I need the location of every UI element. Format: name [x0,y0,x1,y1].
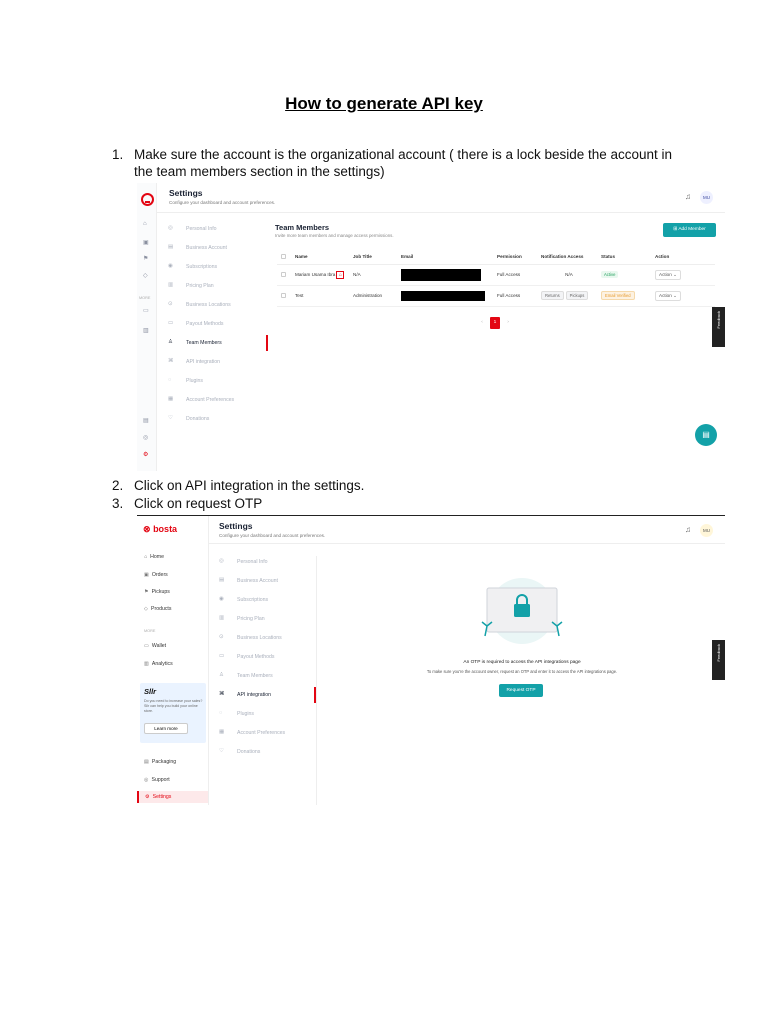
api-icon: ⌘ [168,358,174,364]
sidebar-label: Wallet [151,643,167,649]
sidebar-label: Orders [151,572,168,578]
notif-badge: Returns [541,291,564,300]
nav-label: Team Members [186,340,222,346]
payout-icon: ▭ [168,320,174,326]
checkbox[interactable] [281,272,286,277]
subscriptions-icon: ◉ [219,596,224,602]
settings-nav [213,556,317,805]
table-header-row [277,250,715,264]
nav-api-integration[interactable] [213,689,316,701]
more-label: MORE [144,629,156,633]
table-row [277,285,715,306]
brand-logo[interactable] [143,524,177,535]
add-member-button[interactable] [663,223,716,237]
screenshot-team-members [137,183,725,471]
add-member-label: Add Member [678,227,706,232]
member-name: Mariam Usama Ibra [295,271,336,277]
nav-label: API integration [186,359,221,365]
step-3 [112,495,692,512]
panel-title: Team Members [275,223,330,232]
plugins-icon: ◌ [168,377,172,383]
nav-subscriptions[interactable] [162,261,268,273]
nav-donations[interactable] [213,746,316,758]
sidebar-item-orders[interactable] [144,572,168,578]
notif-badge: Pickups [566,291,589,300]
analytics-icon[interactable]: ▥ [143,328,149,334]
page-subtitle: Configure your dashboard and account preferences. [219,533,326,538]
feedback-label: Feedback [716,311,721,329]
step-number: 3. [112,496,124,511]
cell-action [651,285,715,306]
chat-icon[interactable]: ▤ [695,424,717,446]
redacted-email [401,291,485,301]
cell-notification [537,285,597,306]
pricing-plan-icon: ▥ [168,282,174,288]
col-email: Email [397,250,493,264]
wallet-icon[interactable]: ▭ [143,308,149,314]
nav-label: Personal Info [186,226,217,232]
bosta-logo-icon: ⊗ [143,524,151,534]
sidebar-item-settings[interactable] [137,791,208,803]
bosta-logo-icon[interactable] [141,193,154,206]
add-member-icon: ⊞ [673,227,679,232]
cell-name: Test [291,285,349,306]
bell-icon[interactable]: ♫ [685,525,691,534]
wallet-icon: ▭ [144,643,149,649]
page-1-button[interactable]: 1 [490,317,500,329]
nav-team-members[interactable] [162,337,268,349]
location-icon: ⊙ [219,634,224,640]
checkbox[interactable] [281,254,286,259]
lock-icon: ⌂ [336,271,344,279]
nav-personal-info[interactable] [162,223,268,235]
business-account-icon: ▤ [219,577,225,583]
more-label: MORE [139,296,151,300]
redacted-email [401,269,481,281]
nav-business-locations[interactable] [162,299,268,311]
table-row [277,264,715,285]
products-icon: ◇ [144,606,148,612]
learn-more-button[interactable]: Learn more [144,723,188,734]
pagination [473,317,517,329]
nav-label: Subscriptions [186,264,218,270]
cell-permission: Full Access [493,285,537,306]
action-label: Action [659,292,672,298]
panel-subtitle: Invite more team members and manage access permissions. [275,233,394,238]
plugins-icon: ◌ [219,710,223,716]
nav-label: Business Account [237,578,278,584]
sidebar-item-analytics[interactable] [144,661,173,667]
sidebar-item-products[interactable] [144,606,171,612]
promo-text: Do you need to increase your sales? Sllr can help you build your online store. [144,699,203,713]
status-badge: Email Verified [601,291,635,300]
nav-label: Account Preferences [237,730,286,736]
team-table [277,250,715,307]
col-action: Action [651,250,715,264]
sidebar-label: Analytics [151,661,173,667]
step-text: Click on API integration in the settings. [134,478,365,493]
pickups-icon[interactable]: ⚑ [143,256,149,262]
nav-label: Subscriptions [237,597,269,603]
cell-name [291,264,349,285]
team-members-icon: ♙ [219,672,224,678]
request-otp-button[interactable]: Request OTP [499,684,543,697]
nav-label: Business Account [186,245,227,251]
sidebar-item-wallet[interactable] [144,643,166,649]
feedback-label: Feedback [716,644,721,662]
nav-payout-methods[interactable] [162,318,268,330]
nav-account-preferences[interactable] [213,727,316,739]
otp-subtext: To make sure you're the account owner, request an OTP and enter it to access the API integrations page. [426,669,618,674]
location-icon: ⊙ [168,301,173,307]
settings-header [209,516,725,544]
sidebar-item-support[interactable] [144,777,170,783]
prev-page-button[interactable]: ‹ [481,320,483,325]
step-2 [112,477,692,494]
nav-api-integration[interactable] [162,356,268,368]
row-select[interactable] [277,264,291,285]
preferences-icon: ▦ [168,396,174,402]
nav-plugins[interactable] [213,708,316,720]
nav-subscriptions[interactable] [213,594,316,606]
icon-rail [137,183,157,471]
nav-label: Plugins [237,711,255,717]
nav-business-locations[interactable] [213,632,316,644]
otp-message: An OTP is required to access the API integrations page [463,660,581,665]
nav-pricing-plan[interactable] [213,613,316,625]
nav-label: Donations [237,749,261,755]
settings-nav [162,223,268,453]
select-all[interactable] [277,250,291,264]
chevron-down-icon: ⌄ [673,292,677,298]
business-account-icon: ▤ [168,244,174,250]
support-icon[interactable]: ◎ [143,435,149,441]
cell-action [651,264,715,285]
nav-donations[interactable] [162,413,268,425]
nav-business-account[interactable] [162,242,268,254]
nav-label: Pricing Plan [237,616,265,622]
payout-icon: ▭ [219,653,225,659]
otp-lock-illustration [477,576,567,646]
page-title: Settings [169,188,203,198]
cell-job: N/A [349,264,397,285]
sidebar-item-pickups[interactable] [144,589,170,595]
feedback-tab[interactable] [712,640,725,680]
orders-icon[interactable]: ▣ [143,240,149,246]
bell-icon[interactable]: ♫ [685,192,691,201]
sidebar-label: Home [150,554,164,560]
sidebar-item-home[interactable] [144,554,164,560]
nav-label: Payout Methods [237,654,275,660]
nav-business-account[interactable] [213,575,316,587]
nav-label: Pricing Plan [186,283,214,289]
pickups-icon: ⚑ [144,589,149,595]
settings-icon: ⚙ [145,794,150,800]
nav-account-preferences[interactable] [162,394,268,406]
status-badge: Active [601,271,618,278]
nav-label: Plugins [186,378,204,384]
subscriptions-icon: ◉ [168,263,173,269]
nav-label: Business Locations [237,635,282,641]
nav-pricing-plan[interactable] [162,280,268,292]
row-select[interactable] [277,285,291,306]
nav-label: Account Preferences [186,397,235,403]
orders-icon: ▣ [144,572,149,578]
packaging-icon[interactable]: ▤ [143,418,149,424]
personal-info-icon: ◎ [168,225,173,231]
nav-team-members[interactable] [213,670,316,682]
nav-personal-info[interactable] [213,556,316,568]
nav-label: Team Members [237,673,273,679]
analytics-icon: ▥ [144,661,149,667]
lock-body-icon [514,604,530,617]
step-text: Click on request OTP [134,496,263,511]
nav-label: Donations [186,416,210,422]
support-icon: ◎ [144,777,149,783]
page-title: Settings [219,521,253,531]
action-dropdown[interactable] [655,270,681,280]
promo-title: Sllr [144,687,157,696]
sllr-promo-card [140,683,206,743]
col-name: Name [291,250,349,264]
doc-title: How to generate API key [285,94,483,113]
step-text: Make sure the account is the organizational account ( there is a lock beside the account in the team members section in the settings) [134,147,673,179]
sidebar-label: Pickups [151,589,170,595]
nav-label: Personal Info [237,559,268,565]
action-label: Action [659,271,672,277]
nav-payout-methods[interactable] [213,651,316,663]
nav-label: Payout Methods [186,321,224,327]
products-icon[interactable]: ◇ [143,273,148,279]
packaging-icon: ▤ [144,759,149,765]
avatar[interactable]: MU [700,191,713,204]
home-icon: ⌂ [144,554,148,560]
nav-label: Business Locations [186,302,231,308]
sidebar-item-packaging[interactable] [144,759,176,765]
feedback-tab[interactable] [712,307,725,347]
cell-email [397,285,493,306]
main-sidebar [137,516,209,805]
page-subtitle: Configure your dashboard and account preferences. [169,200,276,205]
cell-notification: N/A [537,264,597,285]
avatar[interactable]: MU [700,524,713,537]
sidebar-label: Settings [152,794,172,800]
col-permission: Permission [493,250,537,264]
cell-job: Administration [349,285,397,306]
api-icon: ⌘ [219,691,225,697]
action-dropdown[interactable] [655,291,681,301]
brand-name: bosta [153,524,178,534]
checkbox[interactable] [281,293,286,298]
step-number: 2. [112,478,124,493]
home-icon[interactable]: ⌂ [143,221,147,227]
settings-header [137,183,725,213]
nav-label: API integration [237,692,272,698]
personal-info-icon: ◎ [219,558,224,564]
next-page-button[interactable]: › [507,320,509,325]
cell-permission: Full Access [493,264,537,285]
preferences-icon: ▦ [219,729,225,735]
sidebar-label: Products [151,606,172,612]
step-1 [112,146,692,180]
nav-plugins[interactable] [162,375,268,387]
screenshot-api-integration [137,515,725,805]
cell-status [597,285,651,306]
settings-icon[interactable]: ⚙ [143,452,149,458]
pricing-plan-icon: ▥ [219,615,225,621]
cell-email [397,264,493,285]
col-job-title: Job Title [349,250,397,264]
sidebar-label: Packaging [151,759,177,765]
heart-icon: ♡ [219,748,224,754]
sidebar-label: Support [151,777,170,783]
step-number: 1. [112,147,124,162]
chevron-down-icon: ⌄ [673,271,677,277]
heart-icon: ♡ [168,415,173,421]
team-members-icon: ♙ [168,339,173,345]
cell-status [597,264,651,285]
col-status: Status [597,250,651,264]
col-notification: Notification Access [537,250,597,264]
